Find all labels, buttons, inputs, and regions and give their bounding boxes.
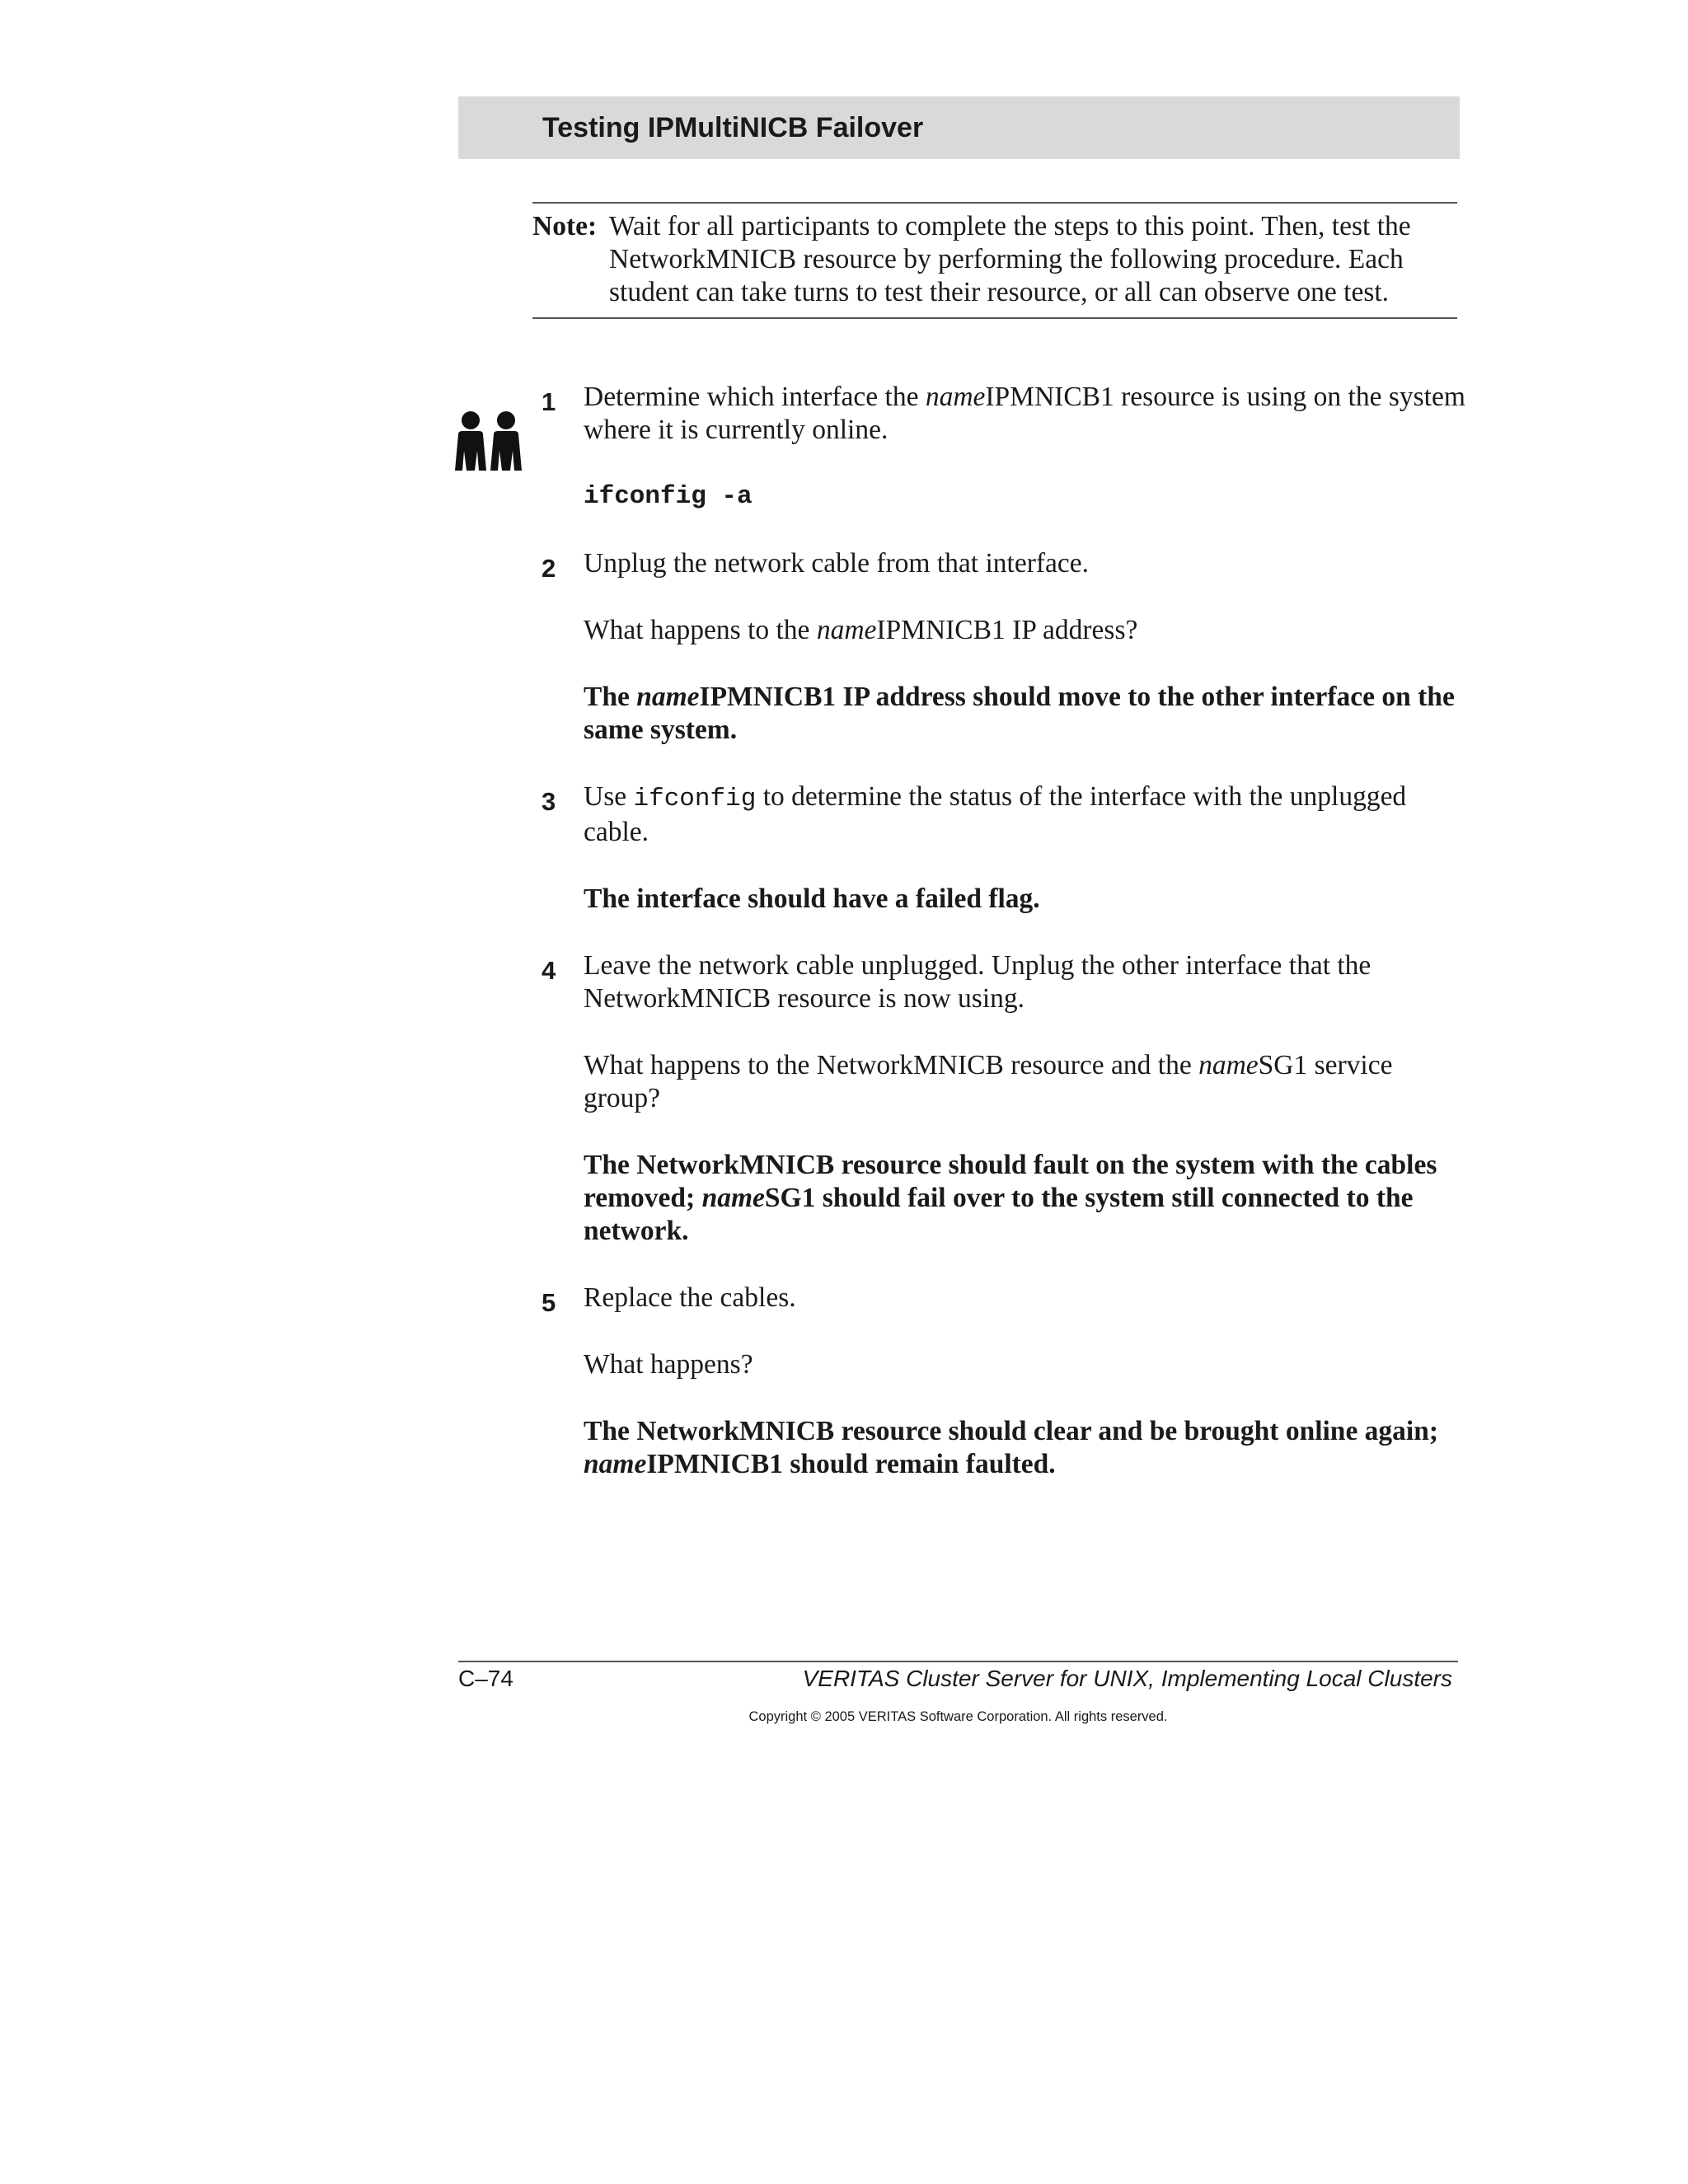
section-header-bar bbox=[458, 96, 1460, 159]
step-answer: The nameIPMNICB1 IP address should move to the other interface on the same system. bbox=[584, 682, 1455, 745]
note-box bbox=[532, 202, 1457, 319]
page-number: C–74 bbox=[458, 1666, 513, 1691]
step-instruction: Leave the network cable unplugged. Unplug the other interface that the NetworkMNICB resource is now using. bbox=[584, 950, 1372, 1014]
step-2 bbox=[528, 547, 1471, 747]
step-question: What happens? bbox=[584, 1349, 753, 1380]
step-number: 3 bbox=[542, 787, 556, 816]
step-number: 1 bbox=[542, 387, 556, 416]
inline-code: ifconfig bbox=[633, 785, 757, 813]
step-number: 5 bbox=[542, 1288, 556, 1317]
step-instruction: Unplug the network cable from that interface. bbox=[584, 548, 1089, 579]
step-3 bbox=[528, 780, 1471, 916]
note-label: Note: bbox=[532, 211, 598, 241]
step-number: 2 bbox=[542, 554, 556, 583]
procedure-steps bbox=[528, 381, 1471, 1515]
step-question: What happens to the nameIPMNICB1 IP address? bbox=[584, 615, 1138, 645]
command-text: ifconfig -a bbox=[584, 482, 753, 511]
step-1 bbox=[528, 381, 1471, 513]
copyright-text: Copyright © 2005 VERITAS Software Corporation. All rights reserved. bbox=[748, 1709, 1168, 1724]
step-5 bbox=[528, 1282, 1471, 1481]
step-answer: The NetworkMNICB resource should clear and be brought online again; nameIPMNICB1 should remain faulted. bbox=[584, 1416, 1439, 1479]
step-instruction: Use ifconfig to determine the status of the interface with the unplugged cable. bbox=[584, 781, 1407, 847]
step-4 bbox=[528, 949, 1471, 1248]
step-question: What happens to the NetworkMNICB resource and the nameSG1 service group? bbox=[584, 1050, 1393, 1113]
section-title: Testing IPMultiNICB Failover bbox=[542, 112, 924, 143]
step-instruction: Determine which interface the nameIPMNICB1 resource is using on the system where it is currently online. bbox=[584, 382, 1465, 445]
footer-rule bbox=[458, 1661, 1458, 1662]
two-students-icon bbox=[452, 410, 528, 476]
footer-title: VERITAS Cluster Server for UNIX, Implementing Local Clusters bbox=[802, 1666, 1452, 1691]
step-number: 4 bbox=[542, 956, 556, 985]
step-instruction: Replace the cables. bbox=[584, 1282, 796, 1313]
step-answer: The interface should have a failed flag. bbox=[584, 883, 1040, 914]
step-answer: The NetworkMNICB resource should fault on the system with the cables removed; nameSG1 should fail over to the system still connected to the network. bbox=[584, 1150, 1437, 1246]
note-text: Wait for all participants to complete the steps to this point. Then, test the NetworkMNICB resource by performing the following procedure. Each student can take turns to test their resource, or all can observe one test. bbox=[609, 211, 1411, 307]
